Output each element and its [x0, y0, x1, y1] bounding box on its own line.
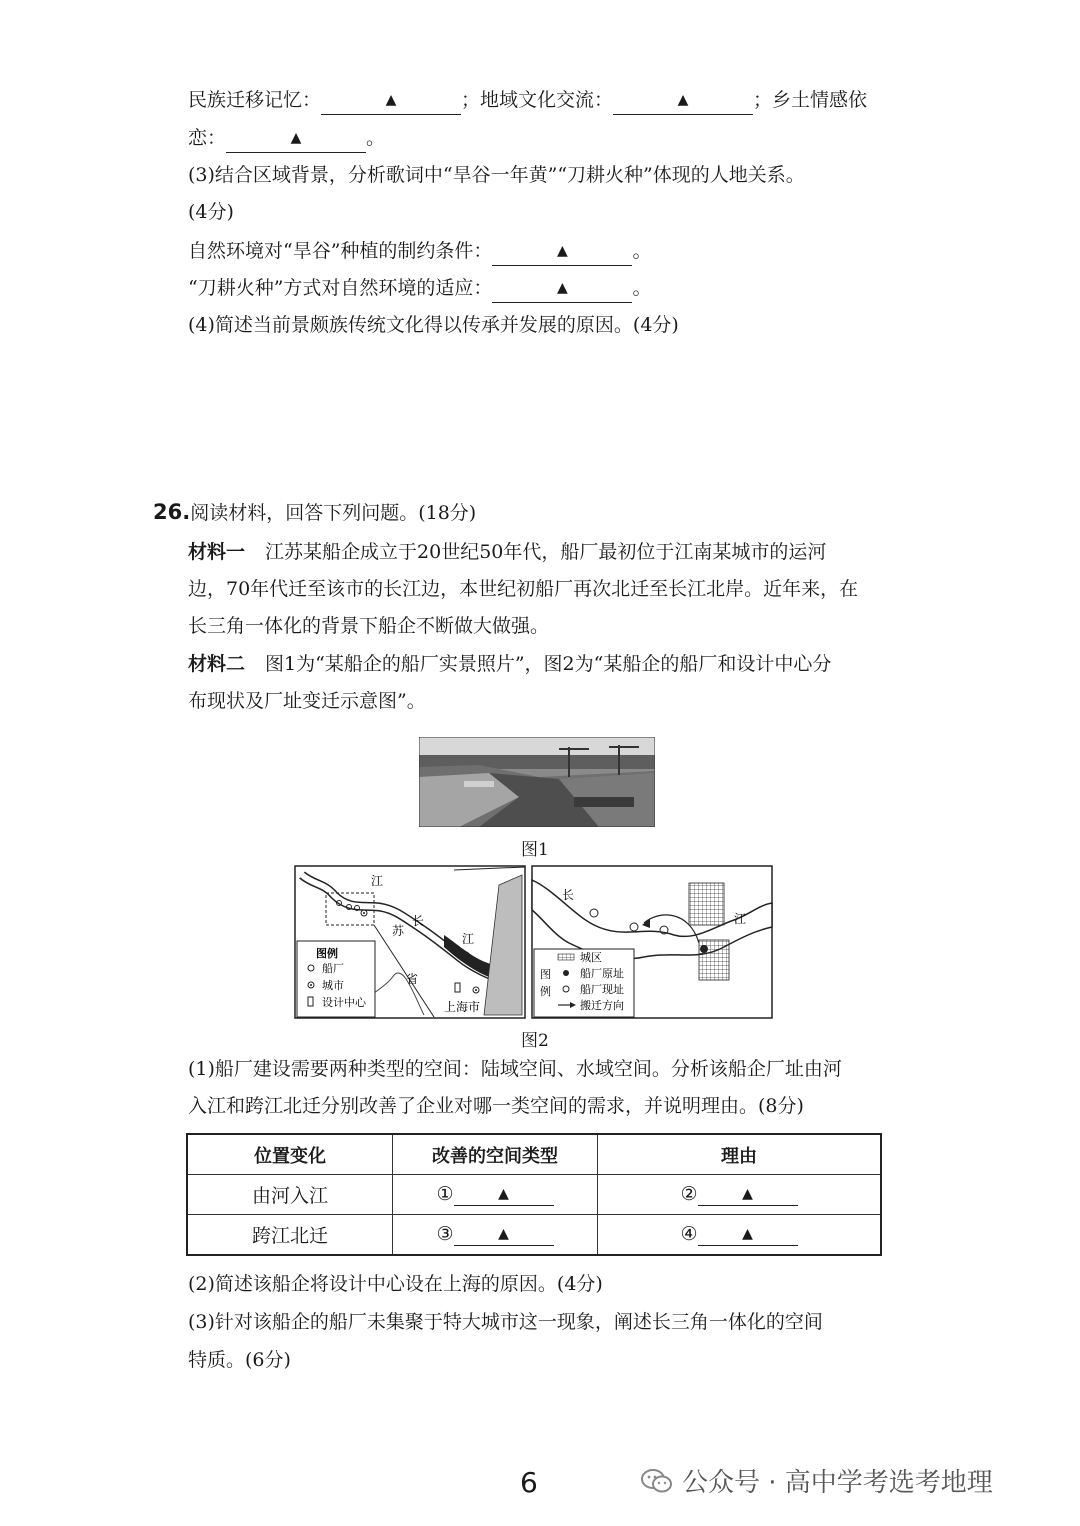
q26-q1-line1: (1)船厂建设需要两种类型的空间：陆域空间、水域空间。分析该船企厂址由河	[188, 1058, 842, 1080]
table-cell	[393, 1215, 598, 1256]
material-1-line2: 边，70年代迁至该市的长江边，本世纪初船厂再次北迁至长江北岸。近年来，在	[188, 578, 859, 600]
legend-urban-area: 城区	[580, 951, 602, 964]
material-2-line2: 布现状及厂址变迁示意图”。	[188, 690, 426, 712]
local-map-panel	[532, 866, 772, 1018]
table-cell: 跨江北迁	[187, 1215, 393, 1256]
answer-blank[interactable]: ▲	[698, 1183, 798, 1206]
table-header-row	[187, 1134, 881, 1175]
table-row	[187, 1215, 881, 1256]
legend-title-a: 图	[540, 968, 551, 981]
q26-q1-line2: 入江和跨江北迁分别改善了企业对哪一类空间的需求，并说明理由。(8分)	[188, 1095, 804, 1117]
material-1-label: 材料一	[188, 541, 246, 563]
material-1-line3: 长三角一体化的背景下船企不断做大做强。	[188, 615, 550, 637]
answer-blank[interactable]: ▲	[454, 1223, 554, 1246]
legend-design-center: 设计中心	[322, 996, 366, 1009]
legend-shipyard: 船厂	[322, 962, 344, 975]
q26-instruction: 阅读材料，回答下列问题。(18分)	[190, 502, 477, 524]
answer-blank[interactable]: ▲	[613, 88, 753, 115]
circled-number: ③	[436, 1223, 454, 1245]
q25-q3-constraint	[188, 239, 651, 266]
figure-1-caption: 图1	[521, 840, 549, 860]
q25-q4: (4)简述当前景颇族传统文化得以传承并发展的原因。(4分)	[188, 314, 679, 336]
q26-q2: (2)简述该船企将设计中心设在上海的原因。(4分)	[188, 1273, 603, 1295]
table-cell: 由河入江	[187, 1175, 393, 1215]
q25-line-1	[188, 88, 867, 115]
question-number: 26.	[153, 500, 191, 524]
table-header: 位置变化	[187, 1134, 393, 1175]
table-cell	[598, 1175, 882, 1215]
q25-line-2	[188, 126, 385, 153]
map-label-shanghai: 上海市	[444, 1000, 481, 1014]
answer-blank[interactable]: ▲	[321, 88, 461, 115]
material-1-line1	[188, 540, 826, 564]
legend-relocation: 搬迁方向	[580, 999, 624, 1012]
circled-number: ①	[436, 1183, 454, 1205]
table-cell	[393, 1175, 598, 1215]
period: 。	[366, 127, 386, 149]
material-2-line1	[188, 652, 831, 676]
q26-q3-line1: (3)针对该船企的船厂未集聚于特大城市这一现象，阐述长三角一体化的空间	[188, 1311, 823, 1333]
map-label-jiang2: 江	[462, 932, 475, 946]
table-row	[187, 1175, 881, 1215]
answer-blank[interactable]: ▲	[698, 1223, 798, 1246]
wechat-icon	[640, 1467, 674, 1495]
table-header: 改善的空间类型	[393, 1134, 598, 1175]
table-cell	[598, 1215, 882, 1256]
map-label-chang: 长	[412, 914, 425, 928]
q25-label-homeland: ；乡土情感依	[753, 89, 868, 111]
legend-title: 图例	[316, 947, 338, 960]
page-number: 6	[520, 1466, 538, 1499]
watermark	[640, 1462, 993, 1499]
circled-number: ④	[680, 1223, 698, 1245]
material-2-label: 材料二	[188, 653, 246, 675]
shipyard-photo	[419, 737, 655, 827]
q25-label-attachment: 恋：	[188, 127, 227, 149]
answer-blank[interactable]: ▲	[492, 239, 632, 266]
q25-q3-line2: (4分)	[188, 201, 234, 223]
map-label-sheng: 省	[406, 972, 419, 986]
answer-table	[186, 1133, 882, 1256]
map-label-chang-right: 长	[562, 888, 575, 902]
material-1-text: 江苏某船企成立于20世纪50年代，船厂最初位于江南某城市的运河	[265, 541, 827, 563]
answer-blank[interactable]: ▲	[454, 1183, 554, 1206]
q25-adaptation-label: “刀耕火种”方式对自然环境的适应：	[188, 277, 493, 299]
period: 。	[632, 277, 652, 299]
q26-heading	[153, 500, 476, 525]
q25-label-migration: 民族迁移记忆：	[188, 89, 322, 111]
legend-title-b: 例	[540, 985, 551, 998]
q25-label-exchange: ；地域文化交流：	[461, 89, 614, 111]
legend-current-site: 船厂现址	[580, 983, 624, 996]
q25-q3-adaptation	[188, 276, 651, 303]
shipyard-location-map	[294, 865, 774, 1020]
watermark-text: 公众号 · 高中学考选考地理	[682, 1468, 993, 1498]
material-2-text: 图1为“某船企的船厂实景照片”，图2为“某船企的船厂和设计中心分	[265, 653, 832, 675]
regional-map-panel	[295, 866, 525, 1018]
map-label-jiang-right: 江	[734, 912, 747, 926]
map-label-su: 苏	[392, 924, 405, 938]
q26-q3-line2: 特质。(6分)	[188, 1349, 291, 1371]
q25-q3-line1: (3)结合区域背景，分析歌词中“旱谷一年黄”“刀耕火种”体现的人地关系。	[188, 164, 805, 186]
answer-blank[interactable]: ▲	[492, 276, 632, 303]
legend-city: 城市	[322, 979, 344, 992]
legend-original-site: 船厂原址	[580, 967, 624, 980]
answer-blank[interactable]: ▲	[226, 126, 366, 153]
period: 。	[632, 240, 652, 262]
circled-number: ②	[680, 1183, 698, 1205]
figure-2-caption: 图2	[521, 1031, 549, 1051]
map-label-jiang: 江	[371, 874, 384, 888]
table-header: 理由	[598, 1134, 882, 1175]
q25-constraint-label: 自然环境对“旱谷”种植的制约条件：	[188, 240, 493, 262]
